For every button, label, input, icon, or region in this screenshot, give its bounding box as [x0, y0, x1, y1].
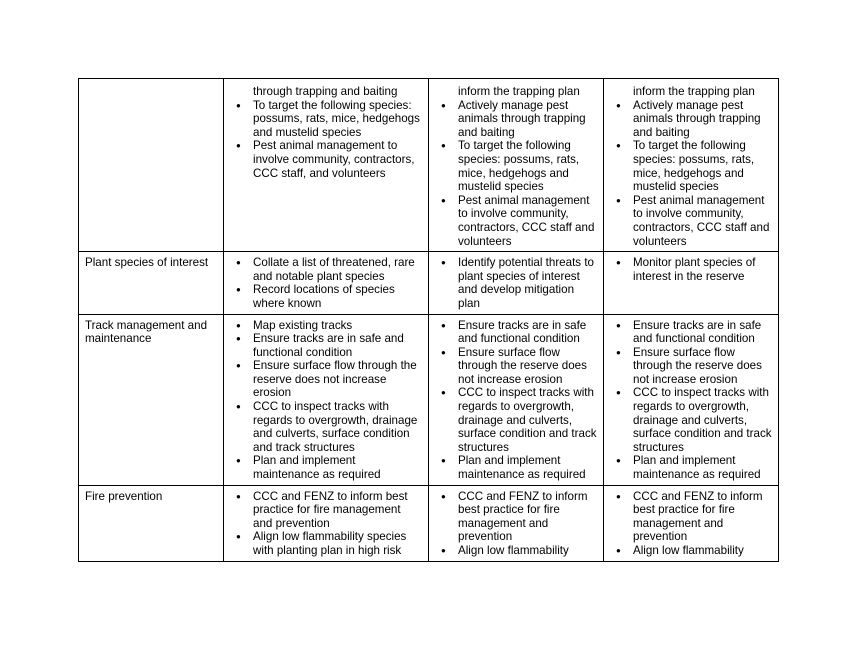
- table-row-plant-species: [79, 252, 779, 314]
- table-cell-col4: [604, 314, 779, 485]
- table-cell-col3: [429, 314, 604, 485]
- list-item: ● Monitor plant species of interest in the reserve: [610, 256, 772, 283]
- list-item: ● Pest animal management to involve community, contractors, CCC staff and volunteers: [435, 194, 597, 248]
- table-row-track-management: [79, 314, 779, 485]
- bullet-list: [610, 490, 772, 558]
- list-item: ● Ensure surface flow through the reserve does not increase erosion: [230, 359, 422, 400]
- list-item: ● Plan and implement maintenance as required: [610, 454, 772, 481]
- list-item: ● CCC and FENZ to inform best practice for fire management and prevention: [435, 490, 597, 544]
- management-plan-table: [78, 78, 779, 562]
- list-item: ● Pest animal management to involve community, contractors, CCC staff, and volunteers: [230, 139, 422, 180]
- table-cell-col2: [224, 314, 429, 485]
- bullet-list: [610, 256, 772, 283]
- table-cell-col2: [224, 485, 429, 561]
- table-cell-col4: [604, 252, 779, 314]
- list-item: ● Align low flammability: [610, 544, 772, 558]
- list-item: ● CCC and FENZ to inform best practice for fire management and prevention: [230, 490, 422, 531]
- list-item: ● To target the following species: possums, rats, mice, hedgehogs and mustelid species: [610, 139, 772, 193]
- bullet-list: [230, 319, 422, 482]
- table-cell-col3: [429, 79, 604, 252]
- row-label-cell: Track management and maintenance: [79, 314, 224, 485]
- bullet-list: [230, 490, 422, 558]
- table-cell-col4: [604, 485, 779, 561]
- bullet-list: [230, 99, 422, 181]
- continued-text: inform the trapping plan: [458, 85, 580, 98]
- continued-text: inform the trapping plan: [633, 85, 755, 98]
- row-label-cell: [79, 79, 224, 252]
- list-item: ● CCC and FENZ to inform best practice for fire management and prevention: [610, 490, 772, 544]
- list-item: ● Actively manage pest animals through trapping and baiting: [435, 99, 597, 140]
- list-item: ● CCC to inspect tracks with regards to overgrowth, drainage and culverts, surface condition and track structures: [435, 386, 597, 454]
- list-item: ● Ensure tracks are in safe and functional condition: [230, 332, 422, 359]
- list-item: ● Identify potential threats to plant species of interest and develop mitigation plan: [435, 256, 597, 310]
- list-item: ● CCC to inspect tracks with regards to overgrowth, drainage and culverts, surface condition and track structures: [610, 386, 772, 454]
- list-item: ● Plan and implement maintenance as required: [230, 454, 422, 481]
- bullet-list: [230, 256, 422, 310]
- list-item: ● Align low flammability: [435, 544, 597, 558]
- table-row-fire-prevention: [79, 485, 779, 561]
- bullet-list: [610, 319, 772, 482]
- list-item: ● Ensure tracks are in safe and functional condition: [435, 319, 597, 346]
- bullet-list: [435, 490, 597, 558]
- list-item: ● Collate a list of threatened, rare and notable plant species: [230, 256, 422, 283]
- list-item: ● CCC to inspect tracks with regards to overgrowth, drainage and culverts, surface condition and track structures: [230, 400, 422, 454]
- list-item: ● Align low flammability species with planting plan in high risk: [230, 530, 422, 557]
- list-item: ● Ensure surface flow through the reserve does not increase erosion: [435, 346, 597, 387]
- table-cell-col2: [224, 79, 429, 252]
- bullet-list: [435, 99, 597, 249]
- table-row-pest-animal-management: [79, 79, 779, 252]
- row-label-cell: Plant species of interest: [79, 252, 224, 314]
- list-item: ● Plan and implement maintenance as required: [435, 454, 597, 481]
- list-item: ● To target the following species: possums, rats, mice, hedgehogs and mustelid species: [230, 99, 422, 140]
- list-item: ● To target the following species: possums, rats, mice, hedgehogs and mustelid species: [435, 139, 597, 193]
- list-item: ● Pest animal management to involve community, contractors, CCC staff and volunteers: [610, 194, 772, 248]
- list-item: ● Ensure surface flow through the reserve does not increase erosion: [610, 346, 772, 387]
- list-item: ● Actively manage pest animals through trapping and baiting: [610, 99, 772, 140]
- table-cell-col3: [429, 252, 604, 314]
- list-item: ● Map existing tracks: [230, 319, 422, 333]
- bullet-list: [435, 319, 597, 482]
- list-item: ● Ensure tracks are in safe and functional condition: [610, 319, 772, 346]
- list-item: ● Record locations of species where known: [230, 283, 422, 310]
- table-cell-col3: [429, 485, 604, 561]
- bullet-list: [435, 256, 597, 310]
- table-cell-col4: [604, 79, 779, 252]
- table-cell-col2: [224, 252, 429, 314]
- continued-text: through trapping and baiting: [253, 85, 398, 98]
- bullet-list: [610, 99, 772, 249]
- row-label-cell: Fire prevention: [79, 485, 224, 561]
